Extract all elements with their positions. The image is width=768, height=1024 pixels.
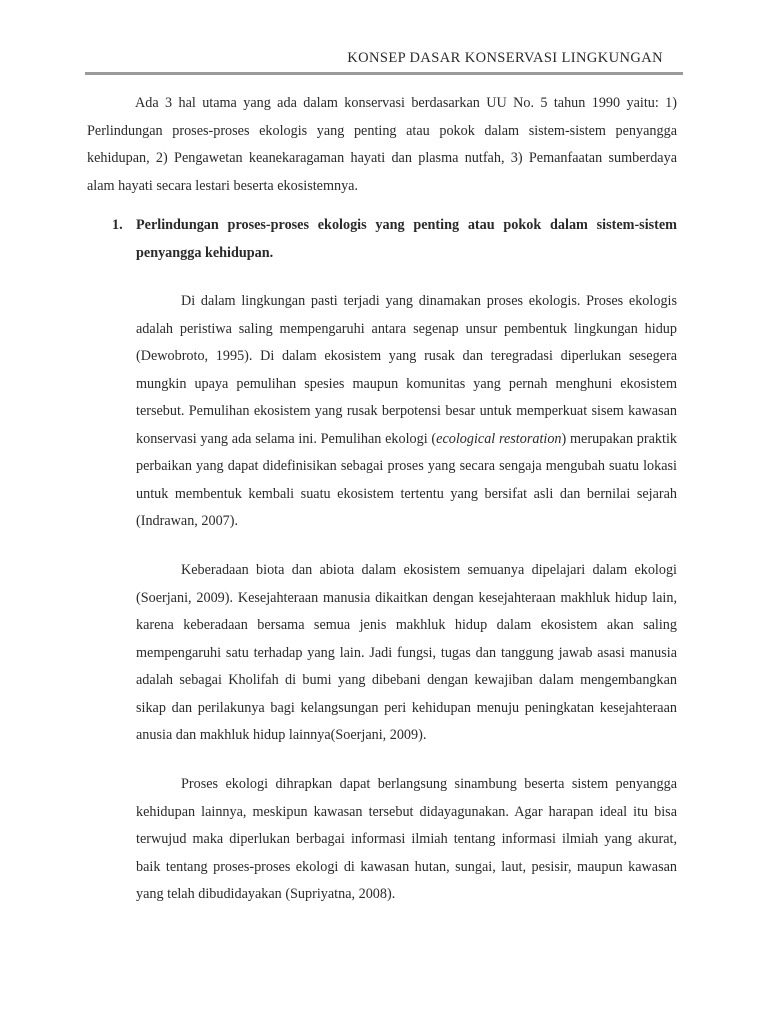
intro-paragraph: Ada 3 hal utama yang ada dalam konservasi berdasarkan UU No. 5 tahun 1990 yaitu: 1) Perlindungan proses-proses ekologis yang penting atau pokok dalam sistem-sistem penyangga kehidupan, 2) Pengawetan keanekaragaman hayati dan plasma nutfah, 3) Pemanfaatan sumberdaya alam hayati secara lestari beserta ekosistemnya. (87, 95, 677, 194)
body-paragraph-2: Keberadaan biota dan abiota dalam ekosistem semuanya dipelajari dalam ekologi (Soerjani, 2009). Kesejahteraan manusia dikaitkan dengan kesejahteraan makhluk hidup lain, karena keberadaan bersama semua jenis makhluk hidup dalam ekosistem akan saling mempengaruhi satu terhadap yang lain. Jadi fungsi, tugas dan tanggung jawab asasi manusia adalah sebagai Kholifah di bumi yang dibebani dengan kewajiban dalam mengembangkan sikap dan perilakunya bagi kelangsungan peri kehidupan menuju peningkatan kesejahteraan anusia dan makhluk hidup lainnya(Soerjani, 2009). (136, 562, 677, 743)
section-number: 1. (112, 217, 123, 233)
header-divider (85, 72, 683, 75)
paragraph-text: ) merupakan praktik perbaikan yang dapat didefinisikan sebagai proses yang secara sengaja mengubah suatu lokasi untuk membentuk kembali suatu ekosistem tertentu yang bersifat asli dan bernilai sejarah (Indrawan, 2007). (136, 430, 677, 529)
page-header-title: KONSEP DASAR KONSERVASI LINGKUNGAN (347, 50, 663, 66)
body-paragraph-1 (136, 288, 677, 536)
section-title: Perlindungan proses-proses ekologis yang penting atau pokok dalam sistem-sistem penyangga kehidupan. (136, 217, 677, 261)
body-paragraph-3: Proses ekologi dihrapkan dapat berlangsung sinambung beserta sistem penyangga kehidupan lainnya, meskipun kawasan tersebut didayagunakan. Agar harapan ideal itu bisa terwujud maka diperlukan berbagai informasi ilmiah tentang informasi ilmiah yang akurat, baik tentang proses-proses ekologi di kawasan hutan, sungai, laut, pesisir, maupun kawasan yang telah dibudidayakan (Supriyatna, 2008). (136, 776, 677, 902)
paragraph-text: Di dalam lingkungan pasti terjadi yang dinamakan proses ekologis. Proses ekologis adalah peristiwa saling mempengaruhi antara segenap unsur pembentuk lingkungan hidup (Dewobroto, 1995). Di dalam ekosistem yang rusak dan teregradasi diperlukan sesegera mungkin upaya pemulihan spesies maupun komunitas yang pernah menghuni ekosistem tersebut. Pemulihan ekosistem yang rusak berpotensi besar untuk memperkuat sisem kawasan konservasi yang ada selama ini. Pemulihan ekologi ( (136, 293, 677, 447)
italic-term: ecological restoration (436, 430, 562, 447)
section-heading (112, 211, 677, 267)
